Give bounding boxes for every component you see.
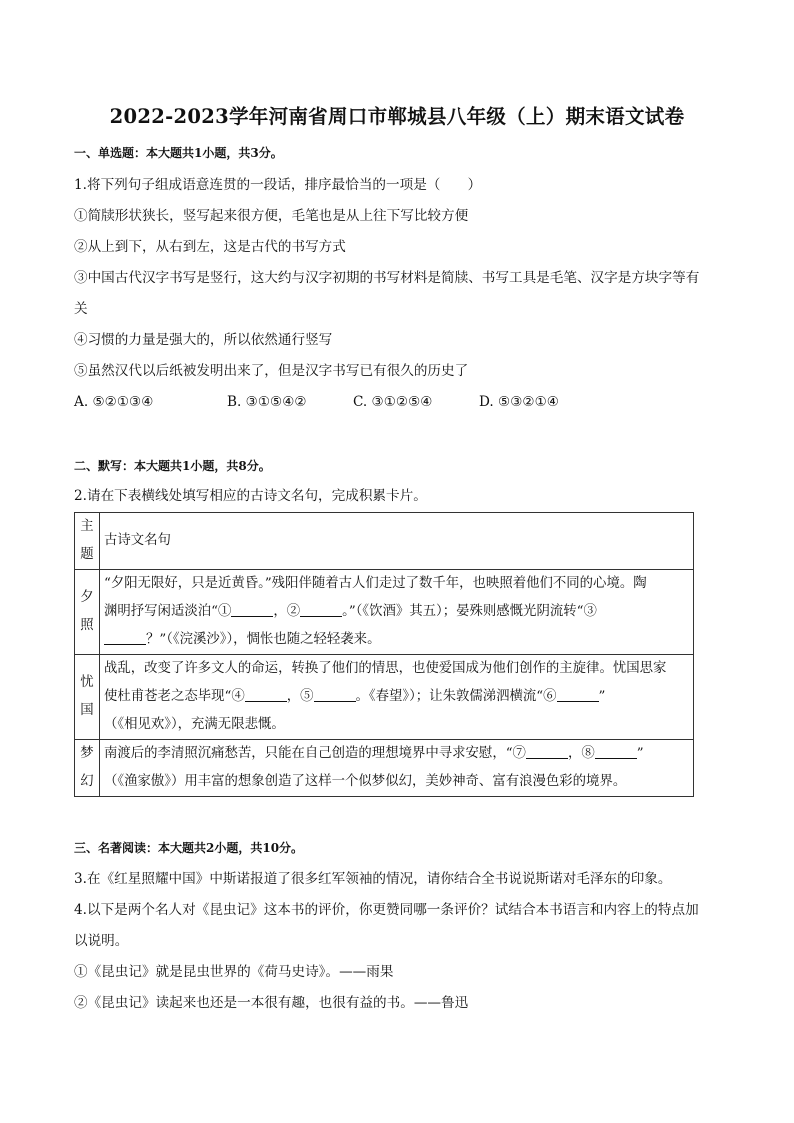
content-text: （《渔家傲》）用丰富的想象创造了这样一个似梦似幻，美妙神奇、富有浪漫色彩的境界。 [104,774,627,789]
content-text: ，⑤ [286,689,314,704]
content-line [104,711,689,739]
question-1: 1.将下列句子组成语意连贯的一段话，排序最恰当的一项是（ ） [74,177,482,193]
theme-char: 照 [80,618,94,633]
content-text: ” [598,689,606,704]
content-text: ” [636,746,644,761]
content-text: 使杜甫苍老之态毕现“④ [104,689,245,704]
answer-blank[interactable] [104,630,146,645]
question-4-continued: 以说明。 [74,933,129,949]
theme-cell [75,740,100,797]
content-text: “夕阳无限好，只是近黄昏。”残阳伴随着古人们走过了数千年，也映照着他们不同的心境。陶 [104,576,647,591]
content-line [104,740,689,768]
question-3: 3.在《红星照耀中国》中斯诺报道了很多红军领袖的情况，请你结合全书说说斯诺对毛泽东的印象。 [74,871,672,887]
quote-item: ①《昆虫记》就是昆虫世界的《荷马史诗》。——雨果 [74,964,394,980]
option-b: B. ③①⑤④② [227,394,307,410]
sentence-item: ②从上到下，从右到左，这是古代的书写方式 [74,239,346,255]
content-line [104,683,689,711]
content-cell [100,655,694,740]
content-text: ，⑧ [567,746,595,761]
content-line [104,626,689,654]
theme-char: 国 [80,703,94,718]
answer-blank[interactable] [314,687,356,702]
content-text: 。”（《饮酒》其五）；晏殊则感慨光阴流转“③ [342,604,597,619]
table-row [75,740,694,797]
sentence-item: ③中国古代汉字书写是竖行，这大约与汉字初期的书写材料是简牍、书写工具是毛笔、汉字是方块字等有 [74,270,700,286]
theme-header [77,513,97,569]
poem-table [74,512,694,797]
sentence-item: ④习惯的力量是强大的，所以依然通行竖写 [74,332,333,348]
option-c: C. ③①②⑤④ [353,394,433,410]
content-text: 战乱，改变了许多文人的命运，转换了他们的情思，也使爱国成为他们创作的主旋律。忧国思家 [104,661,667,676]
theme-header-cell [75,513,100,570]
theme-char: 幻 [80,774,94,789]
page-title: 2022-2023学年河南省周口市郸城县八年级（上）期末语文试卷 [109,105,685,128]
quote-item: ②《昆虫记》读起来也还是一本很有趣，也很有益的书。——鲁迅 [74,995,469,1011]
answer-blank[interactable] [557,687,599,702]
content-lines [104,570,689,654]
answer-blank[interactable] [300,602,342,617]
question-2: 2.请在下表横线处填写相应的古诗文名句，完成积累卡片。 [74,488,427,504]
option-d: D. ⑤③②①④ [479,394,559,410]
content-text: 南渡后的李清照沉痛愁苦，只能在自己创造的理想境界中寻求安慰，“⑦ [104,746,526,761]
content-cell [100,740,694,797]
option-a: A. ⑤②①③④ [74,394,154,410]
theme-label [77,740,97,796]
sentence-item-continued: 关 [74,301,88,317]
content-line [104,655,689,683]
section-heading-3: 三、名著阅读：本大题共2小题，共10分。 [74,841,304,855]
theme-char: 夕 [80,590,94,605]
sentence-item: ①简牍形状狭长，竖写起来很方便，毛笔也是从上往下写比较方便 [74,208,469,224]
theme-char: 梦 [80,746,94,761]
content-text: （《相见欢》），充满无限悲慨。 [104,717,285,732]
theme-char: 忧 [80,675,94,690]
answer-blank[interactable] [245,687,287,702]
theme-char: 主 [80,519,94,534]
content-text: ，② [273,604,301,619]
theme-char: 题 [80,547,94,562]
content-line [104,598,689,626]
content-line [104,570,689,598]
theme-cell [75,570,100,655]
content-cell [100,570,694,655]
table-row [75,570,694,655]
question-4: 4.以下是两个名人对《昆虫记》这本书的评价，你更赞同哪一条评价？试结合本书语言和内容上的特点加 [74,902,699,918]
answer-blank[interactable] [526,744,568,759]
answer-blank[interactable] [595,744,637,759]
theme-label [77,669,97,725]
content-lines [104,740,689,796]
theme-cell [75,655,100,740]
sentence-item: ⑤虽然汉代以后纸被发明出来了，但是汉字书写已有很久的历史了 [74,363,469,379]
section-heading-1: 一、单选题：本大题共1小题，共3分。 [74,146,283,160]
section-heading-2: 二、默写：本大题共1小题，共8分。 [74,459,271,473]
content-text: 。《春望》）；让朱敦儒涕泗横流“⑥ [355,689,557,704]
content-lines [104,655,689,739]
content-line [104,768,689,796]
content-header: 古诗文名句 [100,513,694,570]
theme-label [77,584,97,640]
table-header-row [75,513,694,570]
content-text: 渊明抒写闲适淡泊“① [104,604,232,619]
content-text: ？”（《浣溪沙》），惆怅也随之轻轻袭来。 [146,632,381,647]
answer-blank[interactable] [231,602,273,617]
table-row [75,655,694,740]
